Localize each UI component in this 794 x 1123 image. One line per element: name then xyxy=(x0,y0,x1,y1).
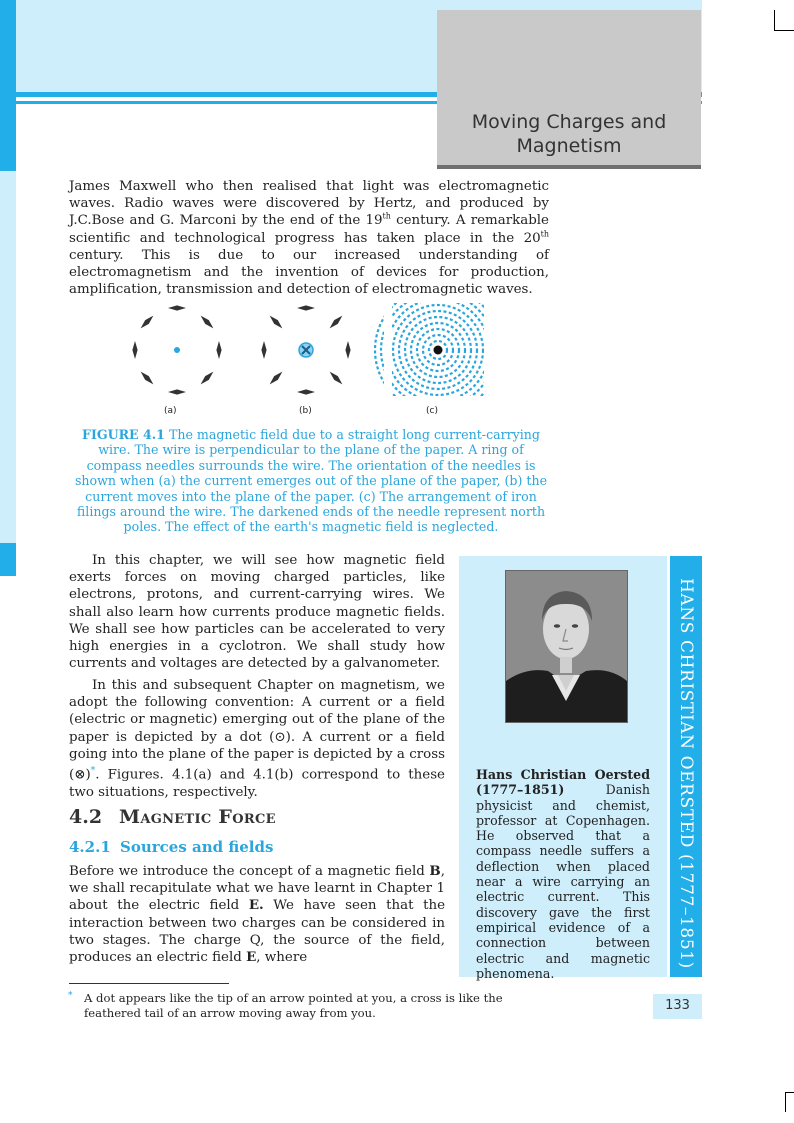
biography-vertical-title: HANS CHRISTIAN OERSTED (1777–1851) xyxy=(676,578,696,969)
biography-text: Hans Christian Oersted (1777–1851) Danish physicist and chemist, professor at Copenhagen. He observed that a compass needle suffers a deflection when placed near a wire carrying an electric current. This discovery gave the first empirical evidence of a connection between electric and magnetic phenomena. xyxy=(476,767,650,981)
section-title: Magnetic Force xyxy=(119,806,276,828)
subsection-title: Sources and fields xyxy=(120,838,274,856)
oersted-portrait xyxy=(505,570,628,723)
left-margin-bar-bottom xyxy=(0,543,16,576)
crop-mark xyxy=(785,1092,786,1112)
figure-caption: FIGURE 4.1 The magnetic field due to a straight long current-carrying wire. The wire is perpendicular to the plane of the paper. A ring of compass needles surrounds the wire. The orientation of the needles is shown when (a) the current emerges out of the plane of the paper, (b) the current moves into the plane of the paper. (c) The arrangement of iron filings around the wire. The darkened ends of the needle represent north poles. The effect of the earth's magnetic field is neglected. xyxy=(74,427,548,535)
subsection-number: 4.2.1 xyxy=(69,838,111,856)
crop-mark xyxy=(774,10,775,30)
footnote-rule xyxy=(69,983,229,984)
compass-ring-a xyxy=(132,305,221,394)
paragraph-convention: In this and subsequent Chapter on magnetism, we adopt the following convention: A current or a field (electric or magnetic) emerging out of the plane of the paper is depicted by a dot (⊙). A current or a field going into the plane of the paper is depicted by a cross (⊗)*. Figures. 4.1(a) and 4.1(b) correspond to these two situations, respectively. xyxy=(69,678,445,800)
footnote-marker: * xyxy=(68,991,73,1001)
iron-filings xyxy=(375,298,500,413)
page-number: 133 xyxy=(665,998,690,1013)
crop-mark xyxy=(774,30,794,31)
intro-paragraph: James Maxwell who then realised that light was electromagnetic waves. Radio waves were discovered by Hertz, and produced by J.C.Bose and G. Marconi by the end of the 19th century. A remarkable scientific and technological progress has taken place in the 20th century. This is due to our increased understanding of electromagnetism and the invention of devices for production, amplification, transmission and detection of electromagnetic waves. xyxy=(69,179,549,298)
left-margin-bar-light xyxy=(0,171,16,543)
compass-ring-b xyxy=(261,305,350,394)
figure-4-1 xyxy=(120,298,500,420)
footnote-text: A dot appears like the tip of an arrow pointed at you, a cross is like the feathered tail of an arrow moving away from you. xyxy=(84,991,503,1021)
figure-label-a: (a) xyxy=(164,406,177,416)
left-margin-bar xyxy=(0,0,16,171)
paragraph-sources-fields: Before we introduce the concept of a magnetic field B, we shall recapitulate what we have learnt in Chapter 1 about the electric field E. We have seen that the interaction between two charges can be considered in two stages. The charge Q, the source of the field, produces an electric field E, where xyxy=(69,863,445,966)
figure-label-c: (c) xyxy=(426,406,438,416)
crop-mark xyxy=(785,1092,794,1093)
chapter-title: Moving Charges and Magnetism xyxy=(471,111,667,157)
figure-label-b: (b) xyxy=(299,406,312,416)
paragraph-chapter-overview: In this chapter, we will see how magnetic field exerts forces on moving charged particles, like electrons, protons, and current-carrying wires. We shall also learn how currents produce magnetic fields. We shall see how particles can be accelerated to very high energies in a cyclotron. We shall study how currents and voltages are detected by a galvanometer. xyxy=(69,553,445,672)
section-number: 4.2 xyxy=(69,806,103,828)
